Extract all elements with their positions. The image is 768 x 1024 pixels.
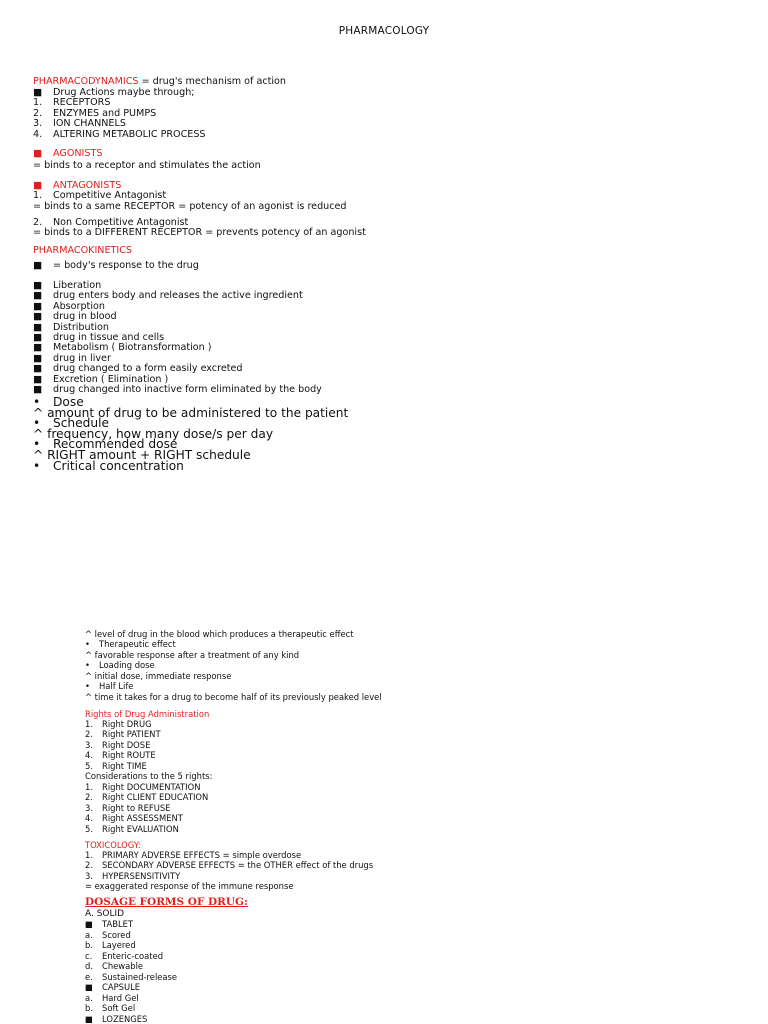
list-item-text: drug in blood bbox=[53, 311, 117, 323]
list-item bbox=[85, 850, 373, 860]
bullet-marker: ■ bbox=[33, 260, 43, 271]
pharmacodynamics-line bbox=[33, 77, 286, 87]
list-marker: 5. bbox=[85, 760, 93, 771]
list-item bbox=[85, 982, 177, 992]
bullet-marker: ■ bbox=[33, 363, 43, 375]
list-marker: 5. bbox=[85, 823, 93, 834]
list-marker: b. bbox=[85, 1003, 93, 1014]
list-item bbox=[85, 940, 177, 950]
list-item-text: ^ time it takes for a drug to become half of its previously peaked level bbox=[85, 691, 382, 702]
non-competitive-section bbox=[33, 218, 366, 239]
list-marker: a. bbox=[85, 929, 93, 940]
list-item-text: Recommended dose bbox=[53, 437, 178, 452]
list-item-text: Half Life bbox=[99, 681, 134, 692]
list-item-text: Enteric-coated bbox=[102, 950, 164, 961]
list-item-text: Sustained-release bbox=[102, 971, 178, 982]
bullet-marker: ■ bbox=[33, 342, 43, 354]
list-item bbox=[85, 750, 212, 760]
page-title: PHARMACOLOGY bbox=[338, 25, 430, 37]
list-marker: e. bbox=[85, 971, 93, 982]
toxicology-note: = exaggerated response of the immune response bbox=[85, 881, 294, 892]
list-item bbox=[85, 824, 212, 834]
list-item-text: drug changed into inactive form eliminated by the body bbox=[53, 384, 322, 396]
list-item-text: SECONDARY ADVERSE EFFECTS = the OTHER effect of the drugs bbox=[102, 860, 374, 871]
list-item bbox=[33, 130, 206, 140]
list-item bbox=[85, 740, 212, 750]
list-item-text: drug in tissue and cells bbox=[53, 332, 165, 344]
list-item-text: Metabolism ( Biotransformation ) bbox=[53, 342, 212, 354]
list-item-text: drug in liver bbox=[53, 352, 111, 364]
list-item-text: drug enters body and releases the active ingredient bbox=[53, 290, 303, 302]
list-item-text: Distribution bbox=[53, 321, 109, 333]
dosage-forms-heading: DOSAGE FORMS OF DRUG: bbox=[85, 896, 248, 908]
bullet-marker: ■ bbox=[85, 982, 93, 993]
bullet-marker: • bbox=[33, 416, 41, 431]
pharmacodynamics-term: PHARMACODYNAMICS bbox=[33, 76, 139, 87]
list-item-text: Absorption bbox=[53, 300, 105, 312]
concentration-list bbox=[85, 629, 382, 702]
bullet-marker: ■ bbox=[33, 280, 43, 291]
list-item bbox=[33, 385, 322, 395]
drug-actions-list bbox=[33, 88, 206, 140]
list-item-text: Right DOSE bbox=[102, 739, 151, 750]
list-marker: a. bbox=[85, 992, 93, 1003]
list-item bbox=[85, 629, 382, 639]
list-item-text: ^ frequency, how many dose/s per day bbox=[33, 426, 274, 441]
list-item bbox=[85, 860, 373, 870]
list-item-text: ION CHANNELS bbox=[53, 118, 126, 130]
list-item-text: Right CLIENT EDUCATION bbox=[102, 792, 209, 803]
list-item-text: Excretion ( Elimination ) bbox=[53, 373, 169, 385]
list-item-text: Drug Actions maybe through; bbox=[53, 87, 195, 98]
pharmacodynamics-definition: = drug's mechanism of action bbox=[138, 76, 286, 87]
list-item-text: Scored bbox=[102, 929, 131, 940]
list-item-text: Critical concentration bbox=[53, 458, 184, 473]
list-item bbox=[85, 919, 177, 929]
list-item-text: Schedule bbox=[53, 416, 110, 431]
list-item bbox=[85, 719, 212, 729]
bullet-marker: ■ bbox=[33, 87, 43, 98]
list-marker: 2. bbox=[33, 107, 43, 119]
bullet-marker: • bbox=[33, 395, 41, 409]
list-item-text: ^ RIGHT amount + RIGHT schedule bbox=[33, 447, 251, 462]
dose-list bbox=[33, 397, 348, 471]
list-item-text: Competitive Antagonist bbox=[53, 190, 167, 202]
list-item bbox=[85, 660, 382, 670]
list-item bbox=[85, 930, 177, 940]
list-item-text: Right ROUTE bbox=[102, 750, 156, 761]
list-item bbox=[33, 458, 348, 473]
section-heading: ANTAGONISTS bbox=[53, 180, 122, 191]
list-item-text: TABLET bbox=[102, 919, 134, 930]
bullet-marker: • bbox=[33, 458, 41, 473]
list-marker: 3. bbox=[85, 870, 93, 881]
list-marker: 3. bbox=[33, 118, 43, 130]
bullet-marker: ■ bbox=[33, 290, 43, 302]
pharmacokinetics-heading: PHARMACOKINETICS bbox=[33, 245, 132, 256]
list-marker: 4. bbox=[33, 128, 43, 140]
list-item-text: Hard Gel bbox=[102, 992, 139, 1003]
list-item-text: PRIMARY ADVERSE EFFECTS = simple overdose bbox=[102, 850, 302, 860]
list-marker: b. bbox=[85, 940, 93, 951]
list-item-text: Right PATIENT bbox=[102, 729, 161, 740]
definition-line: = binds to a same RECEPTOR = potency of an agonist is reduced bbox=[33, 200, 347, 212]
list-item bbox=[85, 782, 212, 792]
list-item-text: Layered bbox=[102, 940, 136, 951]
bullet-marker: ■ bbox=[33, 180, 43, 191]
list-item-text: Loading dose bbox=[99, 660, 155, 671]
list-marker: 1. bbox=[85, 719, 93, 729]
list-item bbox=[85, 993, 177, 1003]
list-item-text: HYPERSENSITIVITY bbox=[102, 870, 181, 881]
antagonists-section bbox=[33, 181, 347, 212]
list-item bbox=[85, 729, 212, 739]
list-marker: 1. bbox=[33, 97, 43, 109]
list-marker: 3. bbox=[85, 739, 93, 750]
list-item-text: = body's response to the drug bbox=[53, 260, 199, 271]
list-item-text: drug changed to a form easily excreted bbox=[53, 363, 243, 375]
list-item bbox=[85, 792, 212, 802]
rights-list bbox=[85, 719, 212, 834]
bullet-marker: • bbox=[85, 639, 90, 650]
list-item bbox=[85, 1003, 177, 1013]
list-item-text: Right TIME bbox=[102, 760, 147, 771]
pharmacokinetics-definition bbox=[33, 261, 199, 271]
list-item bbox=[85, 639, 382, 649]
bullet-marker: ■ bbox=[33, 148, 43, 159]
agonists-definition: = binds to a receptor and stimulates the action bbox=[33, 160, 261, 171]
list-item bbox=[85, 871, 373, 881]
dosage-forms-list bbox=[85, 909, 177, 1024]
list-item bbox=[85, 692, 382, 702]
list-marker: 4. bbox=[85, 813, 93, 824]
list-item bbox=[85, 951, 177, 961]
list-item-text: Right EVALUATION bbox=[102, 823, 179, 834]
toxicology-list bbox=[85, 850, 373, 892]
considerations-label: Considerations to the 5 rights: bbox=[85, 771, 213, 782]
list-item-text: LOZENGES bbox=[102, 1013, 148, 1024]
list-item bbox=[85, 761, 212, 771]
list-item-text: ^ initial dose, immediate response bbox=[85, 670, 232, 681]
bullet-marker: • bbox=[85, 681, 90, 692]
list-marker: 2. bbox=[85, 860, 93, 871]
toxicology-heading: TOXICOLOGY: bbox=[85, 840, 141, 850]
list-item bbox=[85, 813, 212, 823]
list-item bbox=[85, 650, 382, 660]
list-item bbox=[85, 681, 382, 691]
list-item-text: ^ favorable response after a treatment of any kind bbox=[85, 649, 300, 660]
list-item-text: ALTERING METABOLIC PROCESS bbox=[53, 128, 206, 140]
list-item bbox=[85, 671, 382, 681]
list-item-text: Right DOCUMENTATION bbox=[102, 781, 201, 792]
list-marker: 1. bbox=[85, 850, 93, 860]
bullet-marker: • bbox=[85, 660, 90, 671]
list-marker: 2. bbox=[85, 729, 93, 740]
list-item-text: Chewable bbox=[102, 961, 144, 972]
bullet-marker: ■ bbox=[33, 311, 43, 323]
pharmacokinetics-list bbox=[33, 281, 322, 395]
list-marker: 2. bbox=[85, 792, 93, 803]
list-marker: 3. bbox=[85, 802, 93, 813]
list-item bbox=[85, 961, 177, 971]
list-item-text: Right ASSESSMENT bbox=[102, 813, 183, 824]
bullet-marker: ■ bbox=[33, 373, 43, 385]
list-item-text: Right DRUG bbox=[102, 719, 152, 729]
list-item-text: Dose bbox=[53, 395, 84, 409]
bullet-marker: ■ bbox=[33, 332, 43, 344]
definition-line: = binds to a DIFFERENT RECEPTOR = prevents potency of an agonist bbox=[33, 227, 366, 239]
list-marker: c. bbox=[85, 950, 93, 961]
bullet-marker: ■ bbox=[33, 321, 43, 333]
bullet-marker: ■ bbox=[85, 919, 93, 930]
section-heading: AGONISTS bbox=[53, 148, 103, 159]
list-item-text: ^ amount of drug to be administered to the patient bbox=[33, 405, 349, 420]
list-marker: 1. bbox=[85, 781, 93, 792]
list-item-text: Therapeutic effect bbox=[99, 639, 176, 650]
solid-label: A. SOLID bbox=[85, 909, 125, 919]
list-item bbox=[85, 972, 177, 982]
bullet-marker: ■ bbox=[85, 1013, 93, 1024]
list-marker: 2. bbox=[33, 217, 43, 228]
list-marker: 1. bbox=[33, 190, 43, 202]
list-marker: 4. bbox=[85, 750, 93, 761]
list-item-text: Soft Gel bbox=[102, 1003, 136, 1014]
bullet-marker: • bbox=[33, 437, 41, 452]
list-item-text: CAPSULE bbox=[102, 982, 141, 993]
bullet-marker: ■ bbox=[33, 300, 43, 312]
list-item bbox=[85, 1014, 177, 1024]
list-item-text: ^ level of drug in the blood which produces a therapeutic effect bbox=[85, 629, 354, 639]
list-item-text: ENZYMES and PUMPS bbox=[53, 107, 157, 119]
list-marker: d. bbox=[85, 961, 93, 972]
list-item-text: Non Competitive Antagonist bbox=[53, 217, 189, 228]
agonists-heading bbox=[33, 149, 102, 159]
list-item bbox=[85, 803, 212, 813]
bullet-marker: ■ bbox=[33, 384, 43, 396]
bullet-marker: ■ bbox=[33, 352, 43, 364]
list-item-text: RECEPTORS bbox=[53, 97, 111, 109]
rights-heading: Rights of Drug Administration bbox=[85, 709, 210, 719]
list-item-text: Liberation bbox=[53, 280, 102, 291]
list-item-text: Right to REFUSE bbox=[102, 802, 171, 813]
